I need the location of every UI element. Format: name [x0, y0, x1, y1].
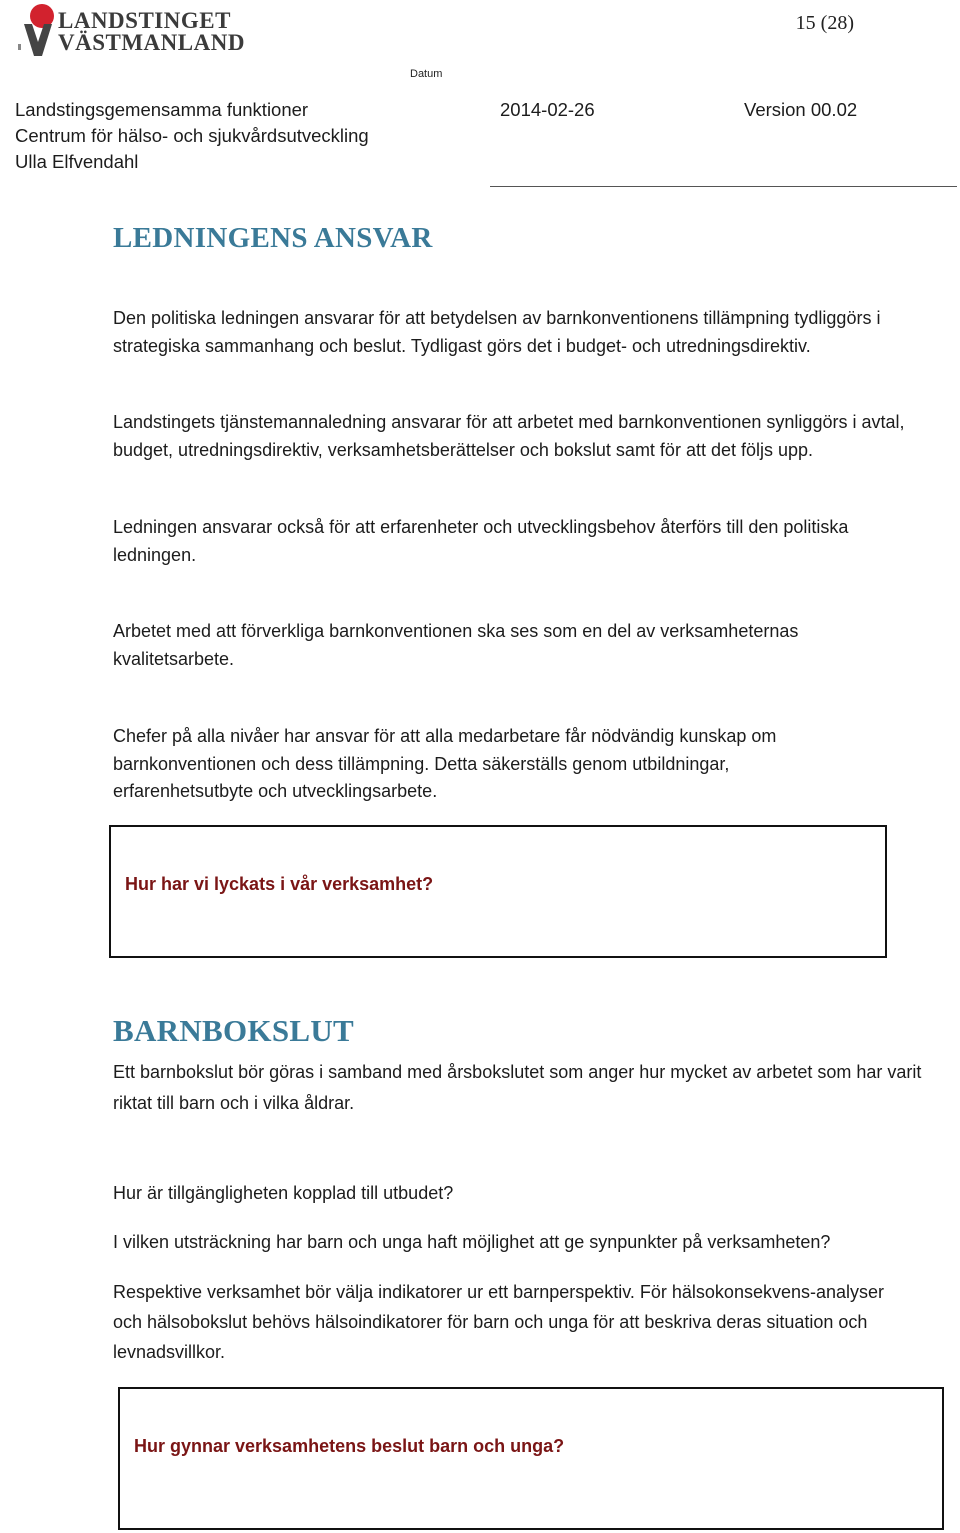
heading-ledningens-ansvar: LEDNINGENS ANSVAR	[113, 222, 433, 254]
paragraph-text: Arbetet med att förverkliga barnkonventionen ska ses som en del av verksamheternas kvalitetsarbete.	[113, 621, 799, 669]
heading-barnbokslut: BARNBOKSLUT	[113, 1013, 355, 1048]
paragraph-9	[113, 1277, 913, 1367]
paragraph-text: Landstingets tjänstemannaledning ansvarar för att arbetet med barnkonventionen synliggörs i avtal, budget, utredningsdirektiv, verksamhetsberättelser och bokslut samt för att det följs upp.	[113, 412, 905, 460]
paragraph-3	[113, 514, 933, 569]
header-department: Landstingsgemensamma funktioner	[15, 99, 309, 120]
paragraph-text: Chefer på alla nivåer har ansvar för att alla medarbetare får nödvändig kunskap om barnkonventionen och dess tillämpning. Detta säkerställs genom utbildningar, erfarenhetsutbyte och utvecklingsarbete.	[113, 726, 777, 801]
paragraph-1	[113, 305, 953, 360]
logo-text-line1: LANDSTINGET	[58, 8, 231, 33]
paragraph-text: Respektive verksamhet bör välja indikatorer ur ett barnperspektiv. För hälsokonsekvens-analyser och hälsobokslut behövs hälsoindikatorer för barn och unga för att beskriva deras situation och levnadsvillkor.	[113, 1282, 885, 1362]
paragraph-text: I vilken utsträckning har barn och unga haft möjlighet att ge synpunkter på verksamheten?	[113, 1232, 831, 1252]
logo-figure-icon	[18, 2, 60, 58]
header-author: Ulla Elfvendahl	[15, 151, 139, 172]
landstinget-logo	[18, 2, 245, 58]
paragraph-5	[113, 723, 848, 806]
reflection-question-1: Hur har vi lyckats i vår verksamhet?	[125, 874, 434, 894]
header-centre: Centrum för hälso- och sjukvårdsutveckling	[15, 125, 369, 146]
paragraph-text: Ledningen ansvarar också för att erfarenheter och utvecklingsbehov återförs till den politiska ledningen.	[113, 517, 849, 565]
paragraph-4	[113, 618, 903, 673]
header-date: 2014-02-26	[500, 99, 595, 120]
header-version: Version 00.02	[744, 99, 858, 120]
paragraph-6	[113, 1057, 958, 1118]
page-number: 15 (28)	[795, 12, 854, 34]
datum-label: Datum	[410, 68, 443, 80]
header-divider	[490, 186, 957, 187]
paragraph-text: Hur är tillgängligheten kopplad till utbudet?	[113, 1183, 454, 1203]
paragraph-2	[113, 409, 953, 464]
paragraph-7	[113, 1180, 953, 1208]
paragraph-text: Den politiska ledningen ansvarar för att betydelsen av barnkonventionens tillämpning tydliggörs i strategiska sammanhang och beslut. Tydligast görs det i budget- och utredningsdirektiv.	[113, 308, 881, 356]
paragraph-8	[113, 1229, 953, 1257]
logo-text-line2: VÄSTMANLAND	[58, 30, 245, 55]
reflection-question-2: Hur gynnar verksamhetens beslut barn och unga?	[134, 1436, 565, 1456]
paragraph-text: Ett barnbokslut bör göras i samband med årsbokslutet som anger hur mycket av arbetet som har varit riktat till barn och i vilka åldrar.	[113, 1062, 922, 1113]
reflection-box-2	[118, 1387, 944, 1530]
